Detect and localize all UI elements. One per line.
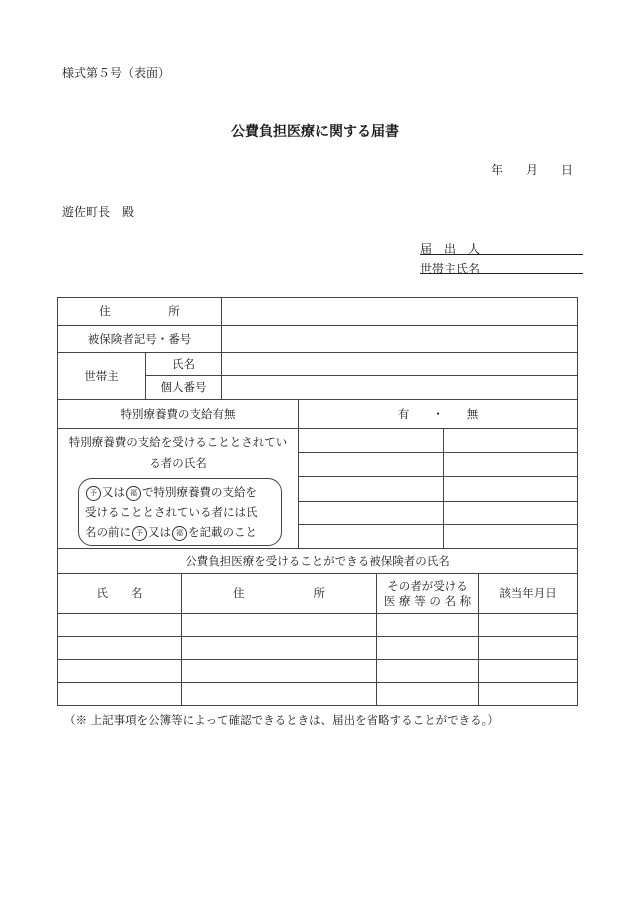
special-benefit-yes-no[interactable]: 有 ・ 無 — [299, 400, 578, 429]
insured-number-row — [58, 326, 578, 353]
householder-name-line[interactable] — [420, 273, 583, 274]
col-name-header: 氏 名 — [58, 574, 182, 614]
eligible-medical-field[interactable] — [377, 660, 479, 683]
footer-note: （※ 上記事項を公簿等によって確認できるときは、届出を省略することができる。） — [64, 713, 499, 727]
col-date-header: 該当年月日 — [479, 574, 578, 614]
eligible-columns-row — [58, 574, 578, 614]
special-names-label-line-2: る者の氏名 — [149, 456, 207, 470]
special-benefit-row — [58, 400, 578, 429]
eligible-address-field[interactable] — [182, 660, 377, 683]
special-name-field[interactable] — [444, 477, 578, 501]
eligible-medical-field[interactable] — [377, 637, 479, 660]
form-number: 様式第５号（表面） — [62, 66, 171, 80]
householder-label: 世帯主 — [58, 353, 146, 400]
insured-number-field[interactable] — [222, 326, 578, 353]
special-benefit-label: 特別療養費の支給有無 — [58, 400, 299, 429]
eligible-name-field[interactable] — [58, 660, 182, 683]
circled-fuku-icon: 福 — [172, 526, 187, 541]
special-name-field[interactable] — [299, 477, 444, 501]
address-field[interactable] — [222, 298, 578, 326]
eligible-medical-field[interactable] — [377, 614, 479, 637]
special-name-field[interactable] — [444, 429, 578, 453]
householder-name-cell-label: 氏名 — [146, 353, 222, 376]
eligible-header-row — [58, 549, 578, 574]
special-name-field[interactable] — [299, 429, 444, 453]
special-name-field[interactable] — [299, 524, 444, 548]
special-name-field[interactable] — [299, 501, 444, 524]
addressee: 遊佐町長 殿 — [62, 205, 135, 219]
special-name-field[interactable] — [444, 501, 578, 524]
table-row — [58, 683, 578, 706]
date-year-label: 年 — [491, 163, 504, 177]
special-names-label-cell — [58, 429, 299, 549]
eligible-date-field[interactable] — [479, 683, 578, 706]
eligible-address-field[interactable] — [182, 614, 377, 637]
householder-name-field[interactable] — [222, 353, 578, 376]
eligible-date-field[interactable] — [479, 614, 578, 637]
instruction-line-1: 予 又は 福 で特別療養費の支給を — [85, 482, 275, 502]
personal-number-label: 個人番号 — [146, 376, 222, 400]
eligible-name-field[interactable] — [58, 683, 182, 706]
instruction-note-box — [78, 478, 282, 546]
address-row — [58, 298, 578, 326]
table-row — [58, 614, 578, 637]
applicant-label: 届 出 人 — [420, 242, 481, 256]
special-name-field[interactable] — [299, 453, 444, 477]
notification-form-table — [57, 297, 578, 706]
householder-name-label: 世帯主氏名 — [420, 262, 481, 276]
instruction-line-2: 受けることとされている者には氏 — [85, 505, 258, 519]
address-label: 住 所 — [58, 298, 222, 326]
applicant-signature-line[interactable] — [420, 254, 583, 255]
table-row — [58, 637, 578, 660]
instruction-line-3: 名の前に 予 又は 福 を記載のこと — [85, 525, 257, 539]
eligible-insured-header: 公費負担医療を受けることができる被保険者の氏名 — [58, 549, 578, 574]
date-day-label: 日 — [561, 163, 574, 177]
eligible-name-field[interactable] — [58, 637, 182, 660]
eligible-medical-field[interactable] — [377, 683, 479, 706]
circled-yo-icon: 予 — [132, 526, 147, 541]
special-name-field[interactable] — [444, 524, 578, 548]
special-name-field[interactable] — [444, 453, 578, 477]
special-names-row-1 — [58, 429, 578, 453]
document-title: 公費負担医療に関する届書 — [231, 124, 399, 140]
col-address-header: 住 所 — [182, 574, 377, 614]
insured-number-label: 被保険者記号・番号 — [58, 326, 222, 353]
eligible-name-field[interactable] — [58, 614, 182, 637]
circled-fuku-icon: 福 — [126, 486, 141, 501]
table-row — [58, 660, 578, 683]
householder-name-row — [58, 353, 578, 376]
special-names-label-line-1: 特別療養費の支給を受けることとされてい — [68, 435, 288, 449]
col-medical-header: その者が受ける 医 療 等 の 名 称 — [377, 574, 479, 614]
date-month-label: 月 — [526, 163, 539, 177]
personal-number-field[interactable] — [222, 376, 578, 400]
circled-yo-icon: 予 — [86, 486, 101, 501]
eligible-date-field[interactable] — [479, 660, 578, 683]
eligible-address-field[interactable] — [182, 683, 377, 706]
eligible-address-field[interactable] — [182, 637, 377, 660]
eligible-date-field[interactable] — [479, 637, 578, 660]
